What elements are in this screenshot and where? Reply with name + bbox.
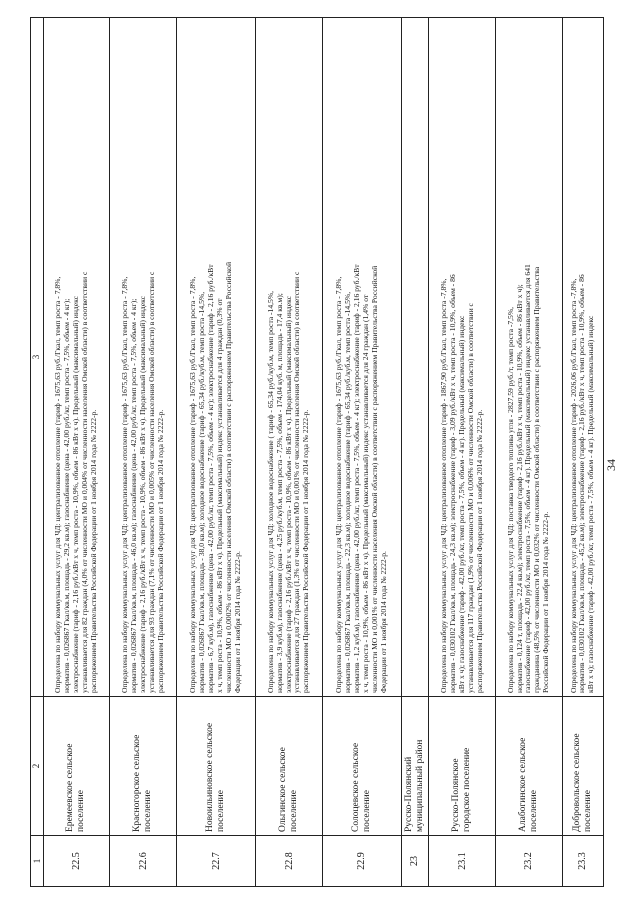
description-line: кВт х ч); газоснабжение (тариф - 42,00 руб./кг, темп роста - 7,5%, объем - 4 кг). Предельный (максимальный) индекс	[586, 315, 596, 693]
municipality-name: Русско-Полянский муниципальный район	[401, 697, 428, 836]
table-row	[177, 18, 256, 887]
row-number: 22.8	[256, 836, 323, 887]
table-row	[43, 18, 110, 887]
table-row	[256, 18, 323, 887]
row-number: 22.6	[110, 836, 177, 887]
index-description	[43, 18, 110, 697]
page-number: 34	[604, 459, 618, 471]
index-description	[429, 18, 496, 697]
description-line: Определена по набору коммунальных услуг для ЧД: централизованное отопление (тариф - 1675,63 руб./Гкал, темп роста - 7,8%,	[119, 276, 129, 693]
description-line: норматив - 0,030102 Гкал/кв.м, площадь - 45,2 кв.м); электроснабжение (тариф - 2,16 руб./кВт х ч, темп роста - 10,9%, объем - 86	[577, 274, 587, 693]
description-line: Федерации от 1 ноября 2014 года № 2222-р.	[378, 551, 388, 693]
description-line: норматив - 0,030102 Гкал/кв.м, площадь - 24,3 кв.м); электроснабжение (тариф - 3,09 руб./кВт х ч, темп роста - 10,9%, объем - 86	[447, 274, 457, 693]
description-line: норматив - 0,026867 Гкал/кв.м, площадь - 22,3 кв.м); холодное водоснабжение (тариф - 65,34 руб./куб.м, темп роста -14,5%,	[342, 291, 352, 693]
table-body	[31, 18, 604, 887]
table-row	[322, 18, 401, 887]
index-description	[496, 18, 563, 697]
row-number: 22.7	[177, 836, 256, 887]
municipality-name: Русско-Полянское городское поселение	[429, 697, 496, 836]
description-line: Определена по набору коммунальных услуг для ЧД: централизованное отопление (тариф - 1675,63 руб./Гкал, темп роста - 7,8%,	[333, 276, 343, 693]
municipal-index-table	[30, 17, 604, 887]
description-line: х ч, темп роста - 10,9%, объем - 86 кВт х ч). Предельный (максимальный) индекс устанавливается для 4 граждан (0,3% от	[215, 298, 225, 693]
description-line: распоряжением Правительства Российской Федерации от 1 ноября 2014 года № 2222-р.	[474, 409, 484, 693]
description-line: Российской Федерации от 1 ноября 2014 года № 2222-р.	[541, 511, 551, 693]
description-line: электроснабжение (тариф - 2,16 руб./кВт х ч, темп роста - 10,9%, объем - 86 кВт х ч). Предельный (максимальный) индекс	[137, 295, 147, 693]
description-line: Определена по набору коммунальных услуг для ЧД: централизованное отопление (тариф - 2026,06 руб./Гкал, темп роста -7,8%,	[568, 278, 578, 693]
municipality-name: Новоильиновское сельское поселение	[177, 697, 256, 836]
description-line: устанавливается для 82 граждан (4,0% от численности МО и 0,004% от численности населения Омской области) в соответствии с	[79, 271, 89, 693]
description-line: Определена по набору коммунальных услуг для ЧД: поставка твердого топлива угля - 2827,59 руб./т, темп роста -7,5%,	[505, 306, 515, 693]
description-line: численности МО и 0,0002% от численности населения Омской области) в соответствии с распоряжением Правительства Российской	[224, 261, 234, 693]
description-line: Определена по набору коммунальных услуг для ЧД: централизованное отопление (тариф - 1867,90 руб./Гкал, темп роста -7,8%,	[438, 278, 448, 693]
description-line: распоряжением Правительства Российской Федерации от 1 ноября 2014 года № 2222-р.	[301, 409, 311, 693]
municipality-name: Красногорское сельское поселение	[110, 697, 177, 836]
header-col-3: 3	[31, 18, 44, 697]
municipality-name: Солоцевское сельское поселение	[322, 697, 401, 836]
description-line: Определена по набору коммунальных услуг для ЧД: холодное водоснабжение ( тариф - 65,34 руб./куб.м, темп роста -14,5%,	[265, 290, 275, 693]
description-line: устанавливается для 117 граждан (1,9% от численности МО и 0,006% от численности Омской области) в соответствии с	[465, 303, 475, 693]
row-number: 23.1	[429, 836, 496, 887]
description-line: норматив - 0,026867 Гкал/кв.м, площадь - 29,2 кв.м); газоснабжение (цена - 42,00 руб./кг, темп роста - 7,5%, объем - 4 кг);	[62, 298, 72, 693]
municipality-name: Ольгинское сельское поселение	[256, 697, 323, 836]
description-line: устанавливается для 93 граждан (7,1% от численности МО и 0,005% от численности населения Омской области) в соответствии с	[146, 271, 156, 693]
description-line: кВт х ч); газоснабжение (тариф - 42,00 руб./кг, темп роста - 7,5%, объем - 4 кг). Предельный (максимальный) индекс	[456, 315, 466, 693]
description-line: электроснабжение (тариф - 2,16 руб./кВт х ч, темп роста - 10,9%, объем - 86 кВт х ч). Предельный (максимальный) индекс	[283, 295, 293, 693]
description-line: газоснабжение (тариф - 42,00 руб./кг, темп роста - 7,5%, объем - 4 кг). Предельный (максимальный) индекс устанавливается для 641	[523, 264, 533, 693]
header-col-2: 2	[31, 697, 44, 836]
description-line: х ч, темп роста - 10,9%, объем - 86 кВт х ч). Предельный (максимальный) индекс устанавливается для 24 граждан (1,4% от	[360, 294, 370, 693]
description-line: норматив - 0,026867 Гкал/кв.м, площадь - 38,0 кв.м); холодное водоснабжение (тариф - 65,34 руб./куб.м, темп роста -14,5%,	[197, 291, 207, 693]
description-line: норматив - 3,9 куб.м), газоснабжение (цена - 4,25 руб./куб.м, темп роста - 7,5%, объем - 174,04 куб. м, площадь - 17,4 кв.м);	[274, 293, 284, 693]
description-line: норматив - 0,124 т, площадь - 22,4 кв.м); электроснабжение (тариф - 2,16 руб./кВт х ч, темп роста - 10,9%, объем - 86 кВт х ч);	[514, 284, 524, 693]
description-line: электроснабжение (тариф - 2,16 руб./кВт х ч, темп роста - 10,9%, объем - 86 кВт х ч). Предельный (максимальный) индекс	[70, 295, 80, 693]
header-row	[31, 18, 44, 887]
row-number: 22.5	[43, 836, 110, 887]
row-number: 23	[401, 836, 428, 887]
table-row	[401, 18, 428, 887]
municipality-name: Еремеевское сельское поселение	[43, 697, 110, 836]
description-line: распоряжением Правительства Российской Федерации от 1 ноября 2014 года № 2222-р.	[88, 409, 98, 693]
index-description	[401, 18, 428, 697]
description-line: Федерации от 1 ноября 2014 года № 2222-р.	[233, 551, 243, 693]
description-line: норматив - 0,026867 Гкал/кв.м, площадь - 46,0 кв.м); газоснабжение (цена - 42,00 руб./кг, темп роста - 7,5%, объем - 4 кг);	[128, 298, 138, 693]
description-line: Определена по набору коммунальных услуг для ЧД: централизованное отопление (тариф - 1675,63 руб./Гкал, темп роста - 7,8%,	[188, 276, 198, 693]
description-line: численности МО и 0,001% от численности населения Омской области) в соответствии с распоряжением Правительства Российской	[369, 265, 379, 693]
municipality-name: Алабогинское сельское поселение	[496, 697, 563, 836]
description-line: норматив - 1,2 куб.м), газоснабжение (цена - 42,00 руб./кг, темп роста - 7,5%, объем - 4 кг); электроснабжение (тариф - 2,16 руб./кВт	[351, 264, 361, 693]
table-row	[110, 18, 177, 887]
header-col-1: 1	[31, 836, 44, 887]
index-description	[322, 18, 401, 697]
row-number: 23.2	[496, 836, 563, 887]
row-number: 23.3	[562, 836, 603, 887]
description-line: норматив - 6,7 куб.м), газоснабжение (цена - 42,00 руб./кг, темп роста - 7,5%, объем - 4 кг); электроснабжение (тариф - 2,16 руб./кВт	[206, 264, 216, 693]
description-line: распоряжением Правительства Российской Федерации от 1 ноября 2014 года № 2222-р.	[155, 409, 165, 693]
index-description	[177, 18, 256, 697]
table-row	[496, 18, 563, 887]
row-number: 22.9	[322, 836, 401, 887]
index-description	[256, 18, 323, 697]
municipality-name: Добровольское сельское поселение	[562, 697, 603, 836]
table-row	[429, 18, 496, 887]
description-line: гражданина (48,5% от численности МО и 0,032% от численности Омской области) в соответствии с распоряжением Правительства	[532, 266, 542, 693]
index-description	[562, 18, 603, 697]
description-line: Определена по набору коммунальных услуг для ЧД: централизованное отопление (тариф - 1675,63 руб./Гкал, темп роста - 7,8%,	[53, 276, 63, 693]
table-row	[562, 18, 603, 887]
index-description	[110, 18, 177, 697]
description-line: устанавливается для 27 граждан (1,3% от численности МО и 0,001% от численности населения Омской области) в соответствии с	[292, 271, 302, 693]
